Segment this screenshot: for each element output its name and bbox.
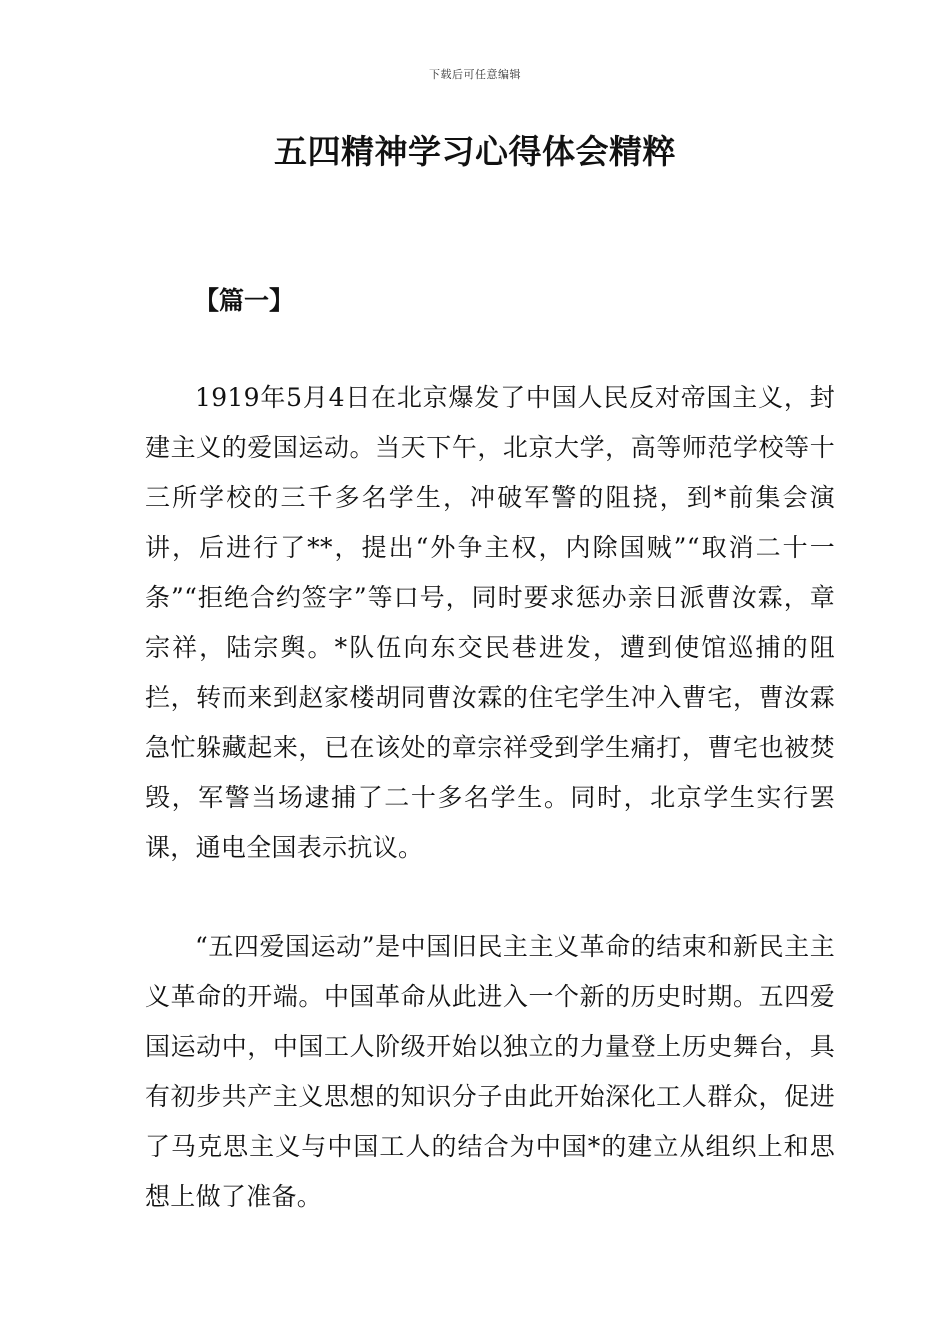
section-label: 【篇一】 — [194, 286, 295, 315]
document-title: 五四精神学习心得体会精粹 — [274, 132, 676, 171]
body-paragraph-2: “五四爱国运动”是中国旧民主主义革命的结束和新民主主义革命的开端。中国革命从此进入一个新的历史时期。五四爱国运动中，中国工人阶级开始以独立的力量登上历史舞台，具有初步共产主义思想的知识分子由此开始深化工人群众，促进了马克思主义与中国工人的结合为中国*的建立从组织上和思想上做了准备。 — [145, 932, 835, 1211]
body-paragraph-1: 1919年5月4日在北京爆发了中国人民反对帝国主义，封建主义的爱国运动。当天下午，北京大学，高等师范学校等十三所学校的三千多名学生，冲破军警的阻挠，到*前集会演讲，后进行了**，提出“外争主权，内除国贼”“取消二十一条”“拒绝合约签字”等口号，同时要求惩办亲日派曹汝霖，章宗祥，陆宗舆。*队伍向东交民巷进发，遭到使馆巡捕的阻拦，转而来到赵家楼胡同曹汝霖的住宅学生冲入曹宅，曹汝霖急忙躲藏起来，已在该处的章宗祥受到学生痛打，曹宅也被焚毁，军警当场逮捕了二十多名学生。同时，北京学生实行罢课，通电全国表示抗议。 — [145, 383, 835, 862]
header-note: 下载后可任意编辑 — [429, 68, 521, 81]
